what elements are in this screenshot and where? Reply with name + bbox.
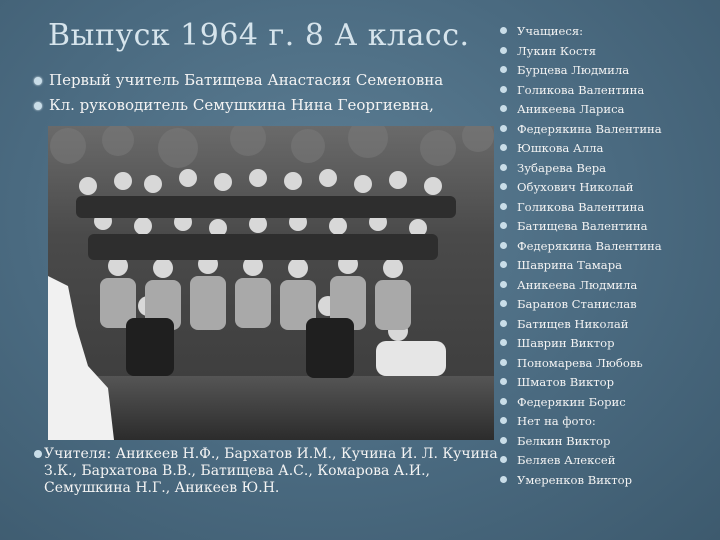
student-list-item: Бурцева Людмила — [500, 61, 715, 81]
student-list-item: Федерякина Валентина — [500, 237, 715, 257]
slide-title: Выпуск 1964 г. 8 А класс. — [48, 18, 470, 53]
student-list-item: Федерякина Валентина — [500, 120, 715, 140]
student-list-item: Шаврина Тамара — [500, 256, 715, 276]
class-teacher-text: Кл. руководитель Семушкина Нина Георгиевна, — [49, 96, 434, 114]
student-list-item: Голикова Валентина — [500, 81, 715, 101]
student-list-item: Белкин Виктор — [500, 432, 715, 452]
class-group-photo — [48, 126, 494, 440]
student-list-item: Аникеева Людмила — [500, 276, 715, 296]
student-list-item: Зубарева Вера — [500, 159, 715, 179]
class-teacher-line — [34, 96, 434, 114]
photo-image — [48, 126, 494, 440]
first-teacher-text: Первый учитель Батищева Анастасия Семеновна — [49, 71, 444, 89]
students-list — [500, 22, 715, 490]
student-list-item: Юшкова Алла — [500, 139, 715, 159]
student-list-item: Баранов Станислав — [500, 295, 715, 315]
teachers-block — [44, 446, 504, 497]
student-list-item: Лукин Костя — [500, 42, 715, 62]
first-teacher-line — [34, 71, 443, 89]
teachers-text: Учителя: Аникеев Н.Ф., Бархатов И.М., Кучина И. Л. Кучина З.К., Бархатова В.В., Батищева А.С., Комарова А.И., Семушкина Н.Г., Аникеев Ю.Н. — [44, 446, 498, 496]
student-list-item: Нет на фото: — [500, 412, 715, 432]
student-list-item: Пономарева Любовь — [500, 354, 715, 374]
student-list-item: Батищев Николай — [500, 315, 715, 335]
teachers-bullet — [34, 450, 42, 458]
student-list-item: Батищева Валентина — [500, 217, 715, 237]
student-list-item: Федерякин Борис — [500, 393, 715, 413]
student-list-item: Обухович Николай — [500, 178, 715, 198]
student-list-item: Шаврин Виктор — [500, 334, 715, 354]
student-list-item: Умеренков Виктор — [500, 471, 715, 491]
student-list-item: Учащиеся: — [500, 22, 715, 42]
student-list-item: Беляев Алексей — [500, 451, 715, 471]
student-list-item: Аникеева Лариса — [500, 100, 715, 120]
student-list-item: Шматов Виктор — [500, 373, 715, 393]
student-list-item: Голикова Валентина — [500, 198, 715, 218]
